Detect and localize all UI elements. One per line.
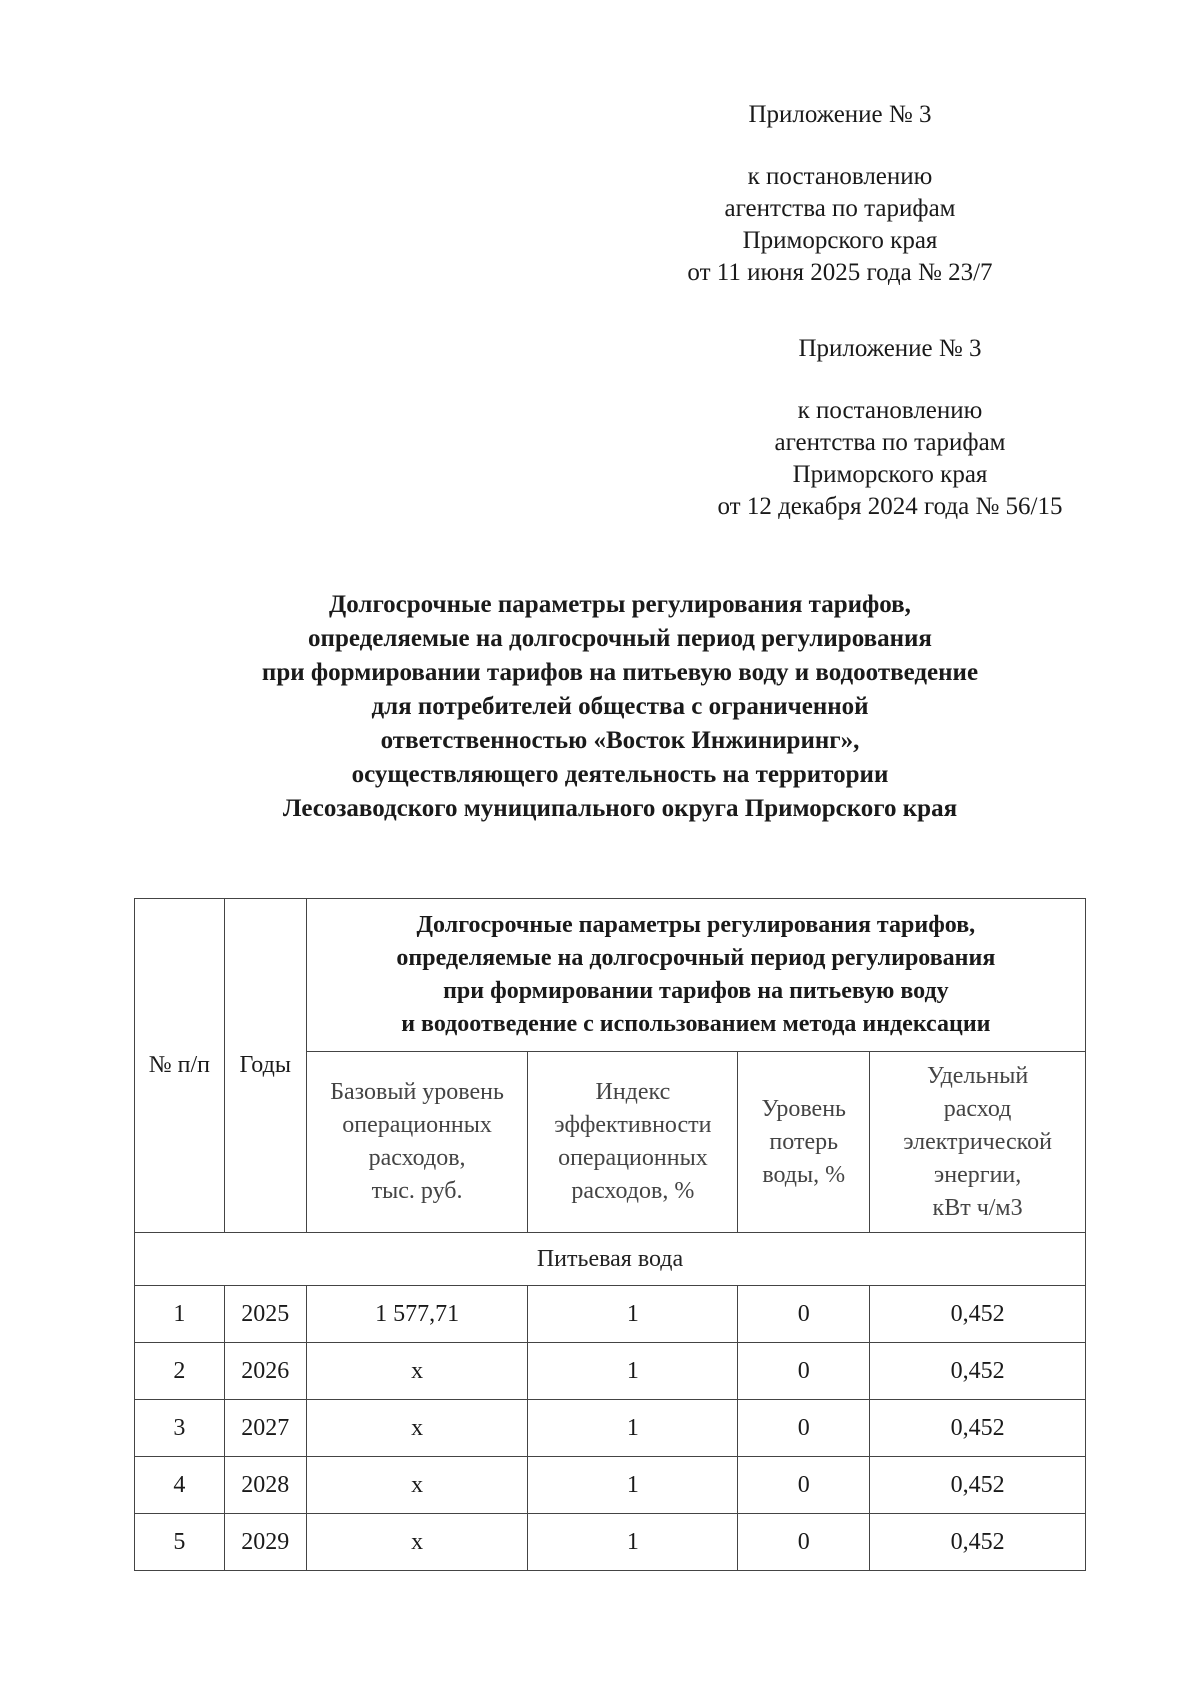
cell-base: x bbox=[306, 1457, 528, 1514]
appendix-line: агентства по тарифам bbox=[724, 195, 956, 222]
cell-num: 5 bbox=[135, 1514, 225, 1571]
section-drinking-water: Питьевая вода bbox=[135, 1233, 1086, 1286]
title-line: Лесозаводского муниципального округа Приморского края bbox=[282, 795, 958, 822]
cell-index: 1 bbox=[528, 1400, 738, 1457]
cell-num: 4 bbox=[135, 1457, 225, 1514]
header-line: операционных bbox=[558, 1145, 708, 1171]
document-title bbox=[140, 588, 1100, 826]
header-years: Годы bbox=[224, 899, 306, 1233]
header-line: эффективности bbox=[554, 1112, 712, 1138]
appendix-line: к постановлению bbox=[747, 163, 933, 190]
cell-num: 2 bbox=[135, 1343, 225, 1400]
cell-num: 3 bbox=[135, 1400, 225, 1457]
header-line: Базовый уровень bbox=[330, 1079, 504, 1105]
header-line: кВт ч/м3 bbox=[932, 1194, 1023, 1221]
cell-loss: 0 bbox=[738, 1286, 870, 1343]
header-water-loss bbox=[738, 1052, 870, 1233]
cell-year: 2028 bbox=[224, 1457, 306, 1514]
cell-energy: 0,452 bbox=[870, 1514, 1086, 1571]
cell-num: 1 bbox=[135, 1286, 225, 1343]
header-line: воды, % bbox=[762, 1161, 846, 1188]
title-line: ответственностью «Восток Инжиниринг», bbox=[380, 727, 860, 754]
appendix-label: Приложение № 3 bbox=[798, 335, 982, 362]
cell-year: 2027 bbox=[224, 1400, 306, 1457]
cell-energy: 0,452 bbox=[870, 1343, 1086, 1400]
appendix-line: агентства по тарифам bbox=[774, 429, 1006, 456]
parameters-table bbox=[134, 898, 1086, 1571]
header-group bbox=[306, 899, 1085, 1052]
cell-year: 2025 bbox=[224, 1286, 306, 1343]
title-line: для потребителей общества с ограниченной bbox=[371, 693, 869, 720]
cell-loss: 0 bbox=[738, 1343, 870, 1400]
appendix-current bbox=[640, 99, 1040, 289]
cell-year: 2029 bbox=[224, 1514, 306, 1571]
header-line: Уровень bbox=[761, 1095, 846, 1122]
cell-year: 2026 bbox=[224, 1343, 306, 1400]
header-group-line: и водоотведение с использованием метода индексации bbox=[401, 1011, 991, 1037]
header-group-line: при формировании тарифов на питьевую воду bbox=[443, 978, 949, 1004]
header-base-level bbox=[306, 1052, 528, 1233]
cell-base: x bbox=[306, 1514, 528, 1571]
header-line: расходов, % bbox=[571, 1178, 695, 1204]
cell-energy: 0,452 bbox=[870, 1400, 1086, 1457]
header-line: энергии, bbox=[933, 1161, 1022, 1188]
title-line: при формировании тарифов на питьевую воду и водоотведение bbox=[261, 659, 979, 686]
table-row bbox=[135, 1286, 1086, 1343]
appendix-date: от 12 декабря 2024 года № 56/15 bbox=[717, 493, 1063, 520]
header-num: № п/п bbox=[135, 899, 225, 1233]
cell-base: x bbox=[306, 1400, 528, 1457]
header-line: электрической bbox=[903, 1128, 1052, 1155]
cell-energy: 0,452 bbox=[870, 1286, 1086, 1343]
cell-loss: 0 bbox=[738, 1514, 870, 1571]
header-line: операционных bbox=[342, 1112, 492, 1138]
header-line: расход bbox=[943, 1095, 1012, 1122]
cell-index: 1 bbox=[528, 1514, 738, 1571]
cell-loss: 0 bbox=[738, 1457, 870, 1514]
title-line: осуществляющего деятельность на территории bbox=[351, 761, 889, 788]
title-line: Долгосрочные параметры регулирования тарифов, bbox=[329, 591, 911, 618]
appendix-line: к постановлению bbox=[797, 397, 983, 424]
cell-loss: 0 bbox=[738, 1400, 870, 1457]
table-row bbox=[135, 1457, 1086, 1514]
appendix-date: от 11 июня 2025 года № 23/7 bbox=[687, 259, 993, 286]
cell-index: 1 bbox=[528, 1286, 738, 1343]
header-line: Индекс bbox=[595, 1079, 671, 1105]
table-row bbox=[135, 1514, 1086, 1571]
title-line: определяемые на долгосрочный период регулирования bbox=[308, 625, 932, 652]
header-efficiency-index bbox=[528, 1052, 738, 1233]
cell-base: 1 577,71 bbox=[306, 1286, 528, 1343]
appendix-line: Приморского края bbox=[742, 227, 938, 254]
header-line: тыс. руб. bbox=[371, 1178, 463, 1204]
cell-index: 1 bbox=[528, 1343, 738, 1400]
appendix-label: Приложение № 3 bbox=[748, 101, 932, 128]
header-group-line: определяемые на долгосрочный период регулирования bbox=[396, 945, 996, 971]
header-energy bbox=[870, 1052, 1086, 1233]
appendix-previous bbox=[660, 333, 1120, 523]
header-line: Удельный bbox=[926, 1062, 1029, 1089]
cell-index: 1 bbox=[528, 1457, 738, 1514]
cell-energy: 0,452 bbox=[870, 1457, 1086, 1514]
table-row bbox=[135, 1400, 1086, 1457]
header-group-line: Долгосрочные параметры регулирования тарифов, bbox=[416, 912, 976, 938]
appendix-line: Приморского края bbox=[792, 461, 988, 488]
header-line: расходов, bbox=[368, 1145, 466, 1171]
cell-base: x bbox=[306, 1343, 528, 1400]
table-row bbox=[135, 1343, 1086, 1400]
header-line: потерь bbox=[769, 1128, 839, 1155]
